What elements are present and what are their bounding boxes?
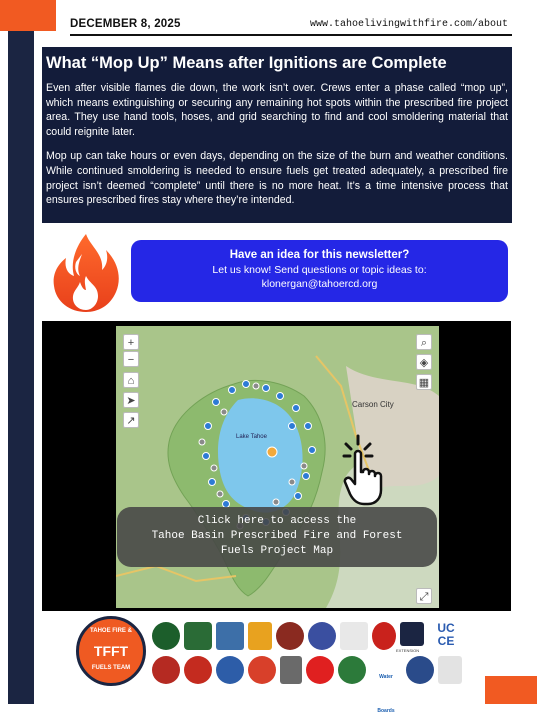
zoom-in-button[interactable]: + [123,334,139,350]
ucce-logo: UC CE [437,621,455,648]
partner-logo-14 [280,656,302,684]
share-icon[interactable]: ↗ [123,412,139,428]
caption-line-2: Tahoe Basin Prescribed Fire and Forest [151,530,403,542]
partner-logos [68,614,468,714]
partner-logo-7 [340,622,368,650]
left-sidebar-bar [8,31,34,704]
map-label-lake: Lake Tahoe [236,434,267,440]
partner-logo-9 [400,622,424,646]
partner-logo-15 [306,656,334,684]
partner-logo-17 [406,656,434,684]
cta-text: Let us know! Send questions or topic ideas to: [212,264,427,276]
partner-logo-4 [248,622,272,650]
partner-logo-11 [184,656,212,684]
header-divider [70,34,512,36]
newsletter-cta [131,240,508,302]
zoom-out-button[interactable]: − [123,351,139,367]
partner-logo-13 [248,656,276,684]
partner-logo-1 [152,622,180,650]
fullscreen-icon[interactable]: ⤢ [416,588,432,604]
layers-icon[interactable]: ◈ [416,354,432,370]
caption-line-3: Fuels Project Map [220,545,334,557]
extension-text: EXTENSION [396,648,420,653]
article-paragraph-1: Even after visible flames die down, the work isn’t over. Crews enter a phase called “mop up”, which means extinguishing or securing any remaining hot spots within the prescribed fire project area. They use hand tools, hoses, and grid searching to find and cool smoldering material that could reignite later. [46,82,508,138]
map-label-city: Carson City [352,400,394,409]
header-url-link[interactable]: www.tahoelivingwithfire.com/about [310,19,509,30]
cta-title: Have an idea for this newsletter? [229,249,410,261]
home-icon[interactable]: ⌂ [123,372,139,388]
article-box [42,47,512,223]
hand-pointer-icon [342,434,398,506]
article-paragraph-2: Mop up can take hours or even days, depending on the size of the burn and weather conditions. While continued smoldering is needed to ensure fuels get treated adequately, a prescribed fire project isn’t deemed “complete” until there is no more heat. It’s a time intensive process that ensures prescribed fires stay where they’re intended. [46,150,508,207]
tfft-logo: TAHOE FIRE & TFFT FUELS TEAM [76,616,146,686]
partner-logo-5 [276,622,304,650]
map-panel[interactable] [42,321,511,611]
partner-logo-3 [216,622,244,650]
caption-line-1: Click here to access the [197,515,357,527]
partner-logo-18 [438,656,462,684]
flame-icon [52,232,122,312]
corner-accent-bottom [485,676,537,704]
partner-logo-12 [216,656,244,684]
corner-accent-top [0,0,56,31]
search-icon[interactable]: ⌕ [416,334,432,350]
water-boards-logo: Water Boards [377,674,395,714]
partner-logo-10 [152,656,180,684]
partner-logo-8 [372,622,396,650]
partner-logo-16 [338,656,366,684]
qr-icon[interactable]: ▦ [416,374,432,390]
issue-date: DECEMBER 8, 2025 [70,18,181,30]
cta-email-link[interactable]: klonergan@tahoercd.org [261,278,378,290]
article-title: What “Mop Up” Means after Ignitions are Complete [46,54,447,72]
compass-icon[interactable]: ➤ [123,392,139,408]
partner-logo-2 [184,622,212,650]
partner-logo-6 [308,622,336,650]
map-link-caption[interactable] [117,507,437,567]
